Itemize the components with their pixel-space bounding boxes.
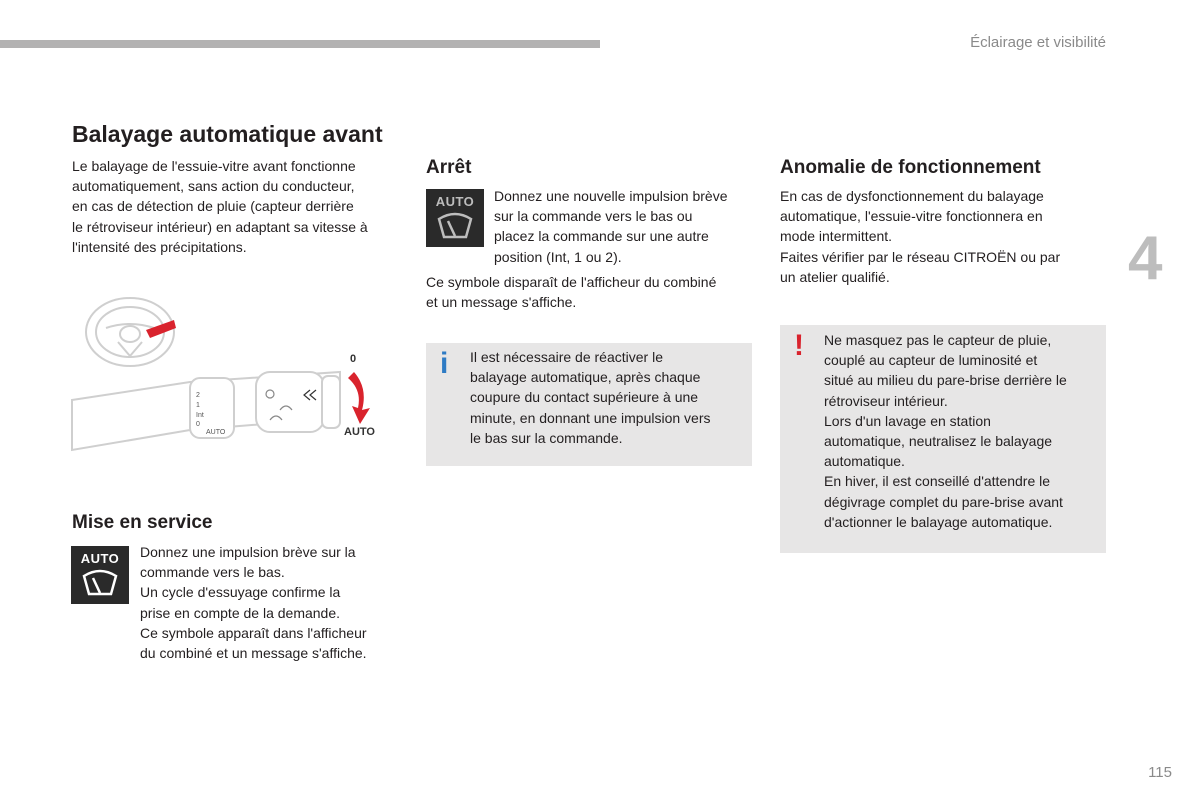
arret-after-text: Ce symbole disparaît de l'afficheur du combiné et un message s'affiche. xyxy=(426,274,717,311)
lever-end xyxy=(256,372,324,432)
mise-en-service-text: Donnez une impulsion brève sur la commande vers le bas. Un cycle d'essuyage confirme la prise en compte de la demande. Ce symbole apparaît dans l'afficheur du combiné et un message s'affiche. xyxy=(140,544,367,662)
lever-tip xyxy=(322,376,340,428)
anomalie-text: En cas de dysfonctionnement du balayage automatique, l'essuie-vitre fonctionnera en mode intermittent. Faites vérifier par le réseau CITROËN ou par un atelier qualifié. xyxy=(780,188,1061,285)
windscreen-wiper-icon xyxy=(81,568,119,596)
auto-wiper-icon-disabled xyxy=(426,189,484,247)
mise-en-service-heading: Mise en service xyxy=(72,512,213,533)
info-icon: i xyxy=(440,347,449,380)
chapter-number: 4 xyxy=(1128,224,1163,293)
svg-text:0: 0 xyxy=(196,421,200,428)
anomalie-heading: Anomalie de fonctionnement xyxy=(780,157,1041,178)
intro-text: Le balayage de l'essuie-vitre avant fonctionne automatiquement, sans action du conducteur, en cas de détection de pluie (capteur derrière le rétroviseur intérieur) en adaptant sa vitesse à l'intensité des précipitations. xyxy=(72,158,368,255)
arret-text: Donnez une nouvelle impulsion brève sur la commande vers le bas ou placez la commande sur une autre position (Int, 1 ou 2). xyxy=(494,188,728,265)
section-title: Éclairage et visibilité xyxy=(970,34,1106,51)
arret-heading: Arrêt xyxy=(426,157,472,178)
header-bar xyxy=(0,40,600,48)
info-text: Il est nécessaire de réactiver le balayage automatique, après chaque coupure du contact supérieure à une minute, en donnant une impulsion vers le bas sur la commande. xyxy=(470,349,711,446)
warning-icon: ! xyxy=(794,329,804,362)
svg-text:2: 2 xyxy=(196,392,200,399)
page-number: 115 xyxy=(1148,764,1172,781)
lever-zero-label: 0 xyxy=(350,353,357,365)
lever-auto-label: AUTO xyxy=(344,426,375,438)
wiper-stalk-illustration xyxy=(70,290,390,465)
info-box xyxy=(426,343,752,466)
down-arrow-icon xyxy=(348,372,370,424)
windscreen-wiper-icon xyxy=(436,211,474,239)
svg-text:1: 1 xyxy=(196,402,200,409)
warning-text: Ne masquez pas le capteur de pluie, couplé au capteur de luminosité et situé au milieu du pare-brise derrière le rétroviseur intérieur. Lors d'un lavage en station automatique, neutralisez le balayage automatique. En hiver, il est conseillé d'attendre le dégivrage complet du pare-brise avant d'actionner le balayage automatique. xyxy=(824,332,1067,530)
warning-box xyxy=(780,325,1106,553)
page-title: Balayage automatique avant xyxy=(72,121,383,147)
auto-icon-label: AUTO xyxy=(435,194,475,209)
svg-text:Int: Int xyxy=(196,412,204,419)
svg-text:AUTO: AUTO xyxy=(206,429,226,436)
auto-icon-label: AUTO xyxy=(80,551,120,566)
auto-wiper-icon xyxy=(71,546,129,604)
